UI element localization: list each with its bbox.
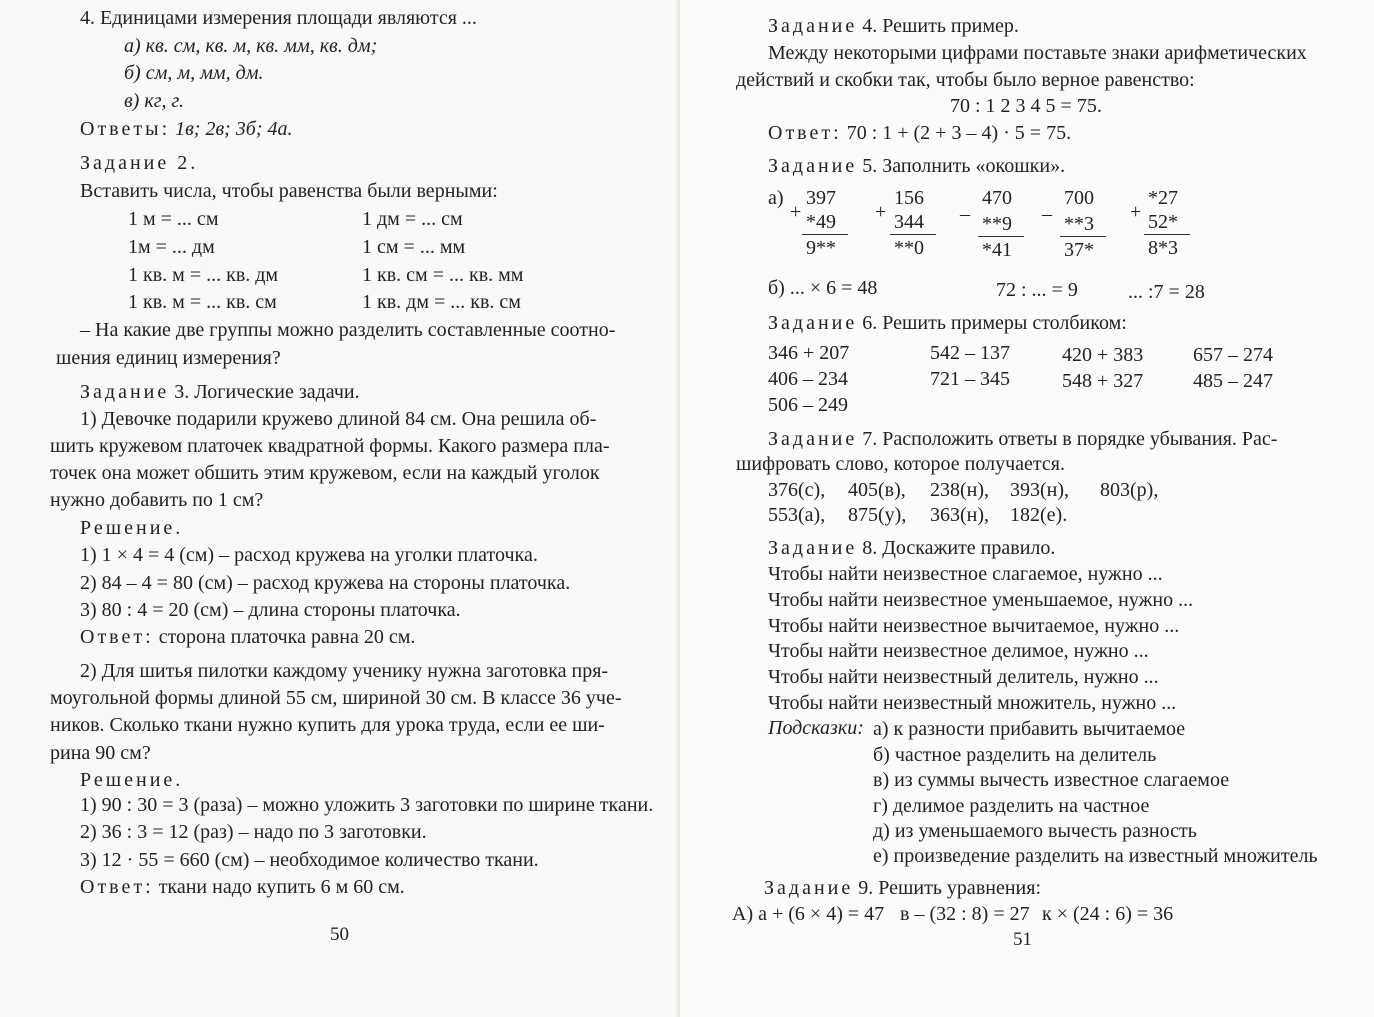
column-rule [890, 234, 936, 235]
problem2-step: 1) 90 : 30 = 3 (раза) – можно уложить 3 заготовки по ширине ткани. [80, 794, 654, 816]
task5-label: Задание [768, 155, 858, 177]
task2-eq: 1 кв. см = ... кв. мм [362, 264, 524, 286]
problem2-answer [80, 875, 405, 899]
problem1-step: 3) 80 : 4 = 20 (см) – длина стороны платочка. [80, 599, 461, 621]
task9-text: 9. Решить уравнения: [858, 877, 1041, 899]
task8-heading [768, 536, 1055, 560]
left-page [0, 0, 680, 1017]
task7-item: 803(р), [1100, 479, 1159, 501]
page-number: 51 [1013, 929, 1032, 950]
task2-eq: 1 м = ... см [128, 208, 219, 230]
answers-value: 1в; 2в; 3б; 4а. [175, 118, 293, 140]
q4-title: 4. Единицами измерения площади являются ... [80, 7, 477, 29]
column-result: 37* [1064, 239, 1094, 261]
task2-label: Задание 2. [80, 152, 199, 174]
task4-equation: 70 : 1 2 3 4 5 = 75. [950, 95, 1102, 117]
task2-question-line2: шения единиц измерения? [56, 347, 281, 369]
problem2-line: ников. Сколько ткани нужно купить для урока труда, если ее ши- [50, 714, 605, 736]
hints-label: Подсказки: [768, 717, 864, 739]
column-result: 9** [806, 237, 836, 259]
column-mid: **3 [1064, 213, 1094, 235]
problem2-line: рина 90 см? [50, 742, 151, 764]
answer-label: Ответ: [80, 876, 154, 898]
task5-a-label: а) [768, 187, 784, 209]
problem2-step: 2) 36 : 3 = 12 (раз) – надо по 3 заготовки. [80, 821, 427, 843]
task8-label: Задание [768, 537, 858, 559]
task5-b2: 72 : ... = 9 [996, 279, 1078, 301]
task8-text: 8. Доскажите правило. [862, 537, 1056, 559]
task9-label: Задание [764, 877, 854, 899]
q4-option-b: б) см, м, мм, дм. [124, 62, 264, 84]
problem1-line: 1) Девочке подарили кружево длиной 84 см. Она решила об- [80, 408, 597, 430]
task2-text: Вставить числа, чтобы равенства были верными: [80, 180, 498, 202]
task3-label: Задание [80, 381, 170, 403]
task8-rule: Чтобы найти неизвестное делимое, нужно ... [768, 640, 1149, 662]
column-top: 397 [806, 187, 836, 209]
column-top: 156 [894, 187, 924, 209]
hint-item: г) делимое разделить на частное [873, 795, 1150, 817]
problem2-step: 3) 12 · 55 = 660 (см) – необходимое количество ткани. [80, 849, 539, 871]
task8-rule: Чтобы найти неизвестное уменьшаемое, нужно ... [768, 589, 1194, 611]
task7-item: 238(н), [930, 479, 990, 501]
column-sign: + [1130, 201, 1142, 223]
task6-example: 542 – 137 [930, 342, 1010, 364]
task7-item: 363(н), [930, 504, 990, 526]
hint-item: е) произведение разделить на известный множитель [873, 845, 1318, 867]
task2-eq: 1 см = ... мм [362, 236, 466, 258]
column-result: 8*3 [1148, 237, 1178, 259]
problem2-line: 2) Для шитья пилотки каждому ученику нужна заготовка пря- [80, 660, 609, 682]
page-number: 50 [330, 924, 349, 945]
column-top: 700 [1064, 187, 1094, 209]
column-rule [978, 236, 1024, 237]
column-rule [1060, 236, 1106, 237]
hint-item: б) частное разделить на делитель [873, 744, 1157, 766]
task6-example: 485 – 247 [1193, 370, 1273, 392]
task6-example: 406 – 234 [768, 368, 848, 390]
column-mid: **9 [982, 213, 1012, 235]
column-mid: 344 [894, 211, 924, 233]
column-rule [1144, 234, 1190, 235]
task5-text: 5. Заполнить «окошки». [862, 155, 1066, 177]
hint-item: в) из суммы вычесть известное слагаемое [873, 769, 1230, 791]
task4-line2: действий и скобки так, чтобы было верное равенство: [736, 69, 1195, 91]
task5-heading [768, 154, 1065, 178]
task6-text: 6. Решить примеры столбиком: [862, 312, 1127, 334]
column-sign: + [875, 201, 887, 223]
right-page [680, 0, 1374, 1017]
task5-b1: б) ... × 6 = 48 [768, 277, 878, 299]
task4-text: 4. Решить пример. [862, 15, 1019, 37]
task3-heading [80, 380, 360, 404]
column-top: 470 [982, 187, 1012, 209]
task5-b3: ... :7 = 28 [1128, 281, 1205, 303]
task7-item: 405(в), [848, 479, 906, 501]
task2-eq: 1м = ... дм [128, 236, 215, 258]
q4-option-c: в) кг, г. [124, 90, 185, 112]
column-rule [802, 234, 848, 235]
task4-answer [768, 121, 1071, 145]
task7-heading [768, 427, 1277, 451]
task6-heading [768, 311, 1127, 335]
problem1-line: нужно добавить по 1 см? [50, 489, 264, 511]
column-top: *27 [1148, 187, 1178, 209]
column-mid: *49 [806, 211, 836, 233]
task2-eq: 1 кв. м = ... кв. дм [128, 264, 279, 286]
hint-item: а) к разности прибавить вычитаемое [873, 718, 1186, 740]
task6-example: 721 – 345 [930, 368, 1010, 390]
task8-rule: Чтобы найти неизвестное вычитаемое, нужно ... [768, 615, 1180, 637]
task7-line2: шифровать слово, которое получается. [736, 453, 1065, 475]
problem1-line: точек она может обшить этим кружевом, если на каждый уголок [50, 462, 600, 484]
column-mid: 52* [1148, 211, 1178, 233]
task2-eq: 1 дм = ... см [362, 208, 463, 230]
problem2-line: моугольной формы длиной 55 см, шириной 30 см. В классе 36 уче- [50, 687, 622, 709]
task4-heading [768, 14, 1019, 38]
task9-equation: в – (32 : 8) = 27 [900, 903, 1030, 925]
column-sign: – [1042, 203, 1052, 225]
task7-item: 553(а), [768, 504, 826, 526]
answer-text: сторона платочка равна 20 см. [158, 626, 416, 648]
task9-equation: А) а + (6 × 4) = 47 [732, 903, 885, 925]
answers-label: Ответы: [80, 118, 171, 140]
task2-eq: 1 кв. м = ... кв. см [128, 291, 277, 313]
problem1-line: шить кружевом платочек квадратной формы. Какого размера пла- [50, 435, 610, 457]
hint-item: д) из уменьшаемого вычесть разность [873, 820, 1197, 842]
answer-text: ткани надо купить 6 м 60 см. [158, 876, 405, 898]
task6-example: 346 + 207 [768, 342, 850, 364]
column-sign: + [790, 201, 802, 223]
task6-example: 506 – 249 [768, 394, 848, 416]
problem1-step: 1) 1 × 4 = 4 (см) – расход кружева на уголки платочка. [80, 544, 538, 566]
task4-line1: Между некоторыми цифрами поставьте знаки арифметических [768, 42, 1307, 64]
task6-label: Задание [768, 312, 858, 334]
column-result: **0 [894, 237, 924, 259]
task8-rule: Чтобы найти неизвестный делитель, нужно ... [768, 666, 1159, 688]
solution-label: Решение. [80, 517, 184, 539]
column-sign: – [960, 203, 970, 225]
task6-example: 548 + 327 [1062, 370, 1144, 392]
answers-line [80, 117, 293, 141]
q4-option-a: а) кв. см, кв. м, кв. мм, кв. дм; [124, 35, 378, 57]
answer-label: Ответ: [80, 626, 154, 648]
answer-text: 70 : 1 + (2 + 3 – 4) · 5 = 75. [846, 122, 1072, 144]
task6-example: 657 – 274 [1193, 344, 1273, 366]
task9-heading [764, 876, 1041, 900]
task7-label: Задание [768, 428, 858, 450]
task6-example: 420 + 383 [1062, 344, 1144, 366]
task7-item: 376(с), [768, 479, 826, 501]
task9-equation: к × (24 : 6) = 36 [1042, 903, 1174, 925]
task3-text: 3. Логические задачи. [174, 381, 360, 403]
answer-label: Ответ: [768, 122, 842, 144]
solution-label: Решение. [80, 769, 184, 791]
task7-item: 393(н), [1010, 479, 1070, 501]
task2-question-line1: – На какие две группы можно разделить составленные соотно- [80, 319, 616, 341]
task7-text: 7. Расположить ответы в порядке убывания. Рас- [862, 428, 1278, 450]
task4-label: Задание [768, 15, 858, 37]
task8-rule: Чтобы найти неизвестное слагаемое, нужно ... [768, 563, 1163, 585]
task2-eq: 1 кв. дм = ... кв. см [362, 291, 521, 313]
task7-item: 875(у), [848, 504, 907, 526]
problem1-answer [80, 625, 415, 649]
task8-rule: Чтобы найти неизвестный множитель, нужно ... [768, 692, 1177, 714]
task7-item: 182(е). [1010, 504, 1068, 526]
column-result: *41 [982, 239, 1012, 261]
problem1-step: 2) 84 – 4 = 80 (см) – расход кружева на стороны платочка. [80, 572, 571, 594]
